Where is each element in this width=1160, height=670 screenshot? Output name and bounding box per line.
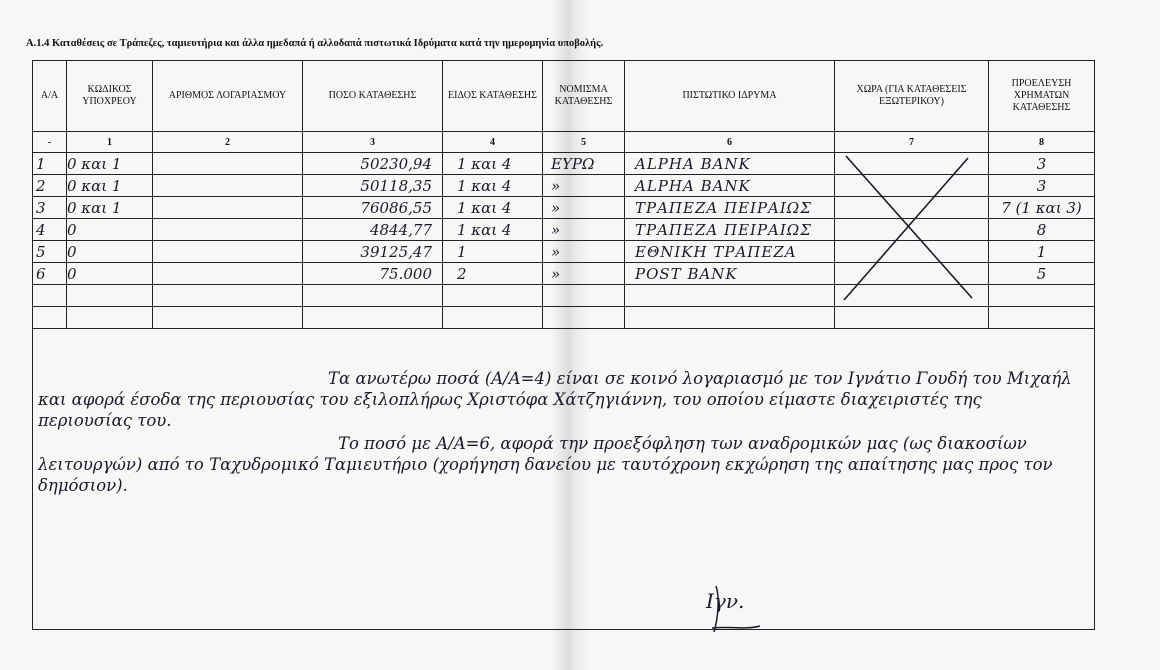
cell-currency: » [543, 197, 625, 219]
cell-currency: » [543, 175, 625, 197]
cell-source: 3 [989, 175, 1095, 197]
column-number: 5 [543, 132, 625, 153]
cell-amount: 50118,35 [303, 175, 443, 197]
cell-type: 2 [443, 263, 543, 285]
cell-amount: 39125,47 [303, 241, 443, 263]
cell-type: 1 και 4 [443, 153, 543, 175]
cell-bank: ΕΘΝΙΚΗ ΤΡΑΠΕΖΑ [625, 241, 835, 263]
cell-code: 0 και 1 [67, 175, 153, 197]
header-institution: ΠΙΣΤΩΤΙΚΟ ΙΔΡΥΜΑ [625, 61, 835, 132]
cell-account [153, 197, 303, 219]
cell-aa: 4 [33, 219, 67, 241]
column-number: 4 [443, 132, 543, 153]
cell-aa: 1 [33, 153, 67, 175]
header-aa: Α/Α [33, 61, 67, 132]
cell-currency: » [543, 241, 625, 263]
cell-amount: 76086,55 [303, 197, 443, 219]
header-source-of-funds: ΠΡΟΕΛΕΥΣΗ ΧΡΗΜΑΤΩΝ ΚΑΤΑΘΕΣΗΣ [989, 61, 1095, 132]
cell-code: 0 [67, 263, 153, 285]
cell-bank: ALPHA BANK [625, 175, 835, 197]
cell-bank: POST BANK [625, 263, 835, 285]
header-deposit-amount: ΠΟΣΟ ΚΑΤΑΘΕΣΗΣ [303, 61, 443, 132]
header-country: ΧΩΡΑ (ΓΙΑ ΚΑΤΑΘΕΣΕΙΣ ΕΞΩΤΕΡΙΚΟΥ) [835, 61, 989, 132]
cell-code: 0 και 1 [67, 197, 153, 219]
cell-currency: » [543, 263, 625, 285]
cell-type: 1 και 4 [443, 197, 543, 219]
column-number: 1 [67, 132, 153, 153]
cell-amount: 4844,77 [303, 219, 443, 241]
cell-account [153, 219, 303, 241]
handwritten-note [38, 368, 1078, 598]
cell-code: 0 και 1 [67, 153, 153, 175]
cell-source: 1 [989, 241, 1095, 263]
column-number: 8 [989, 132, 1095, 153]
form-title: A.1.4 Καταθέσεις σε Τράπεζες, ταμιευτήρια και άλλα ημεδαπά ή αλλοδαπά πιστωτικά Ιδρύματα κατά την ημερομηνία υποβολής. [26, 38, 604, 49]
cell-source: 8 [989, 219, 1095, 241]
cell-aa: 2 [33, 175, 67, 197]
column-number: 2 [153, 132, 303, 153]
signature-text: Ιγν. [706, 589, 745, 613]
header-account-number: ΑΡΙΘΜΟΣ ΛΟΓΑΡΙΑΣΜΟΥ [153, 61, 303, 132]
column-number: 3 [303, 132, 443, 153]
cell-aa: 5 [33, 241, 67, 263]
cell-type: 1 και 4 [443, 175, 543, 197]
cell-aa: 3 [33, 197, 67, 219]
country-column-cross-out [836, 148, 982, 308]
cell-account [153, 175, 303, 197]
cell-bank: ΤΡΑΠΕΖΑ ΠΕΙΡΑΙΩΣ [625, 219, 835, 241]
header-currency: ΝΟΜΙΣΜΑ ΚΑΤΑΘΕΣΗΣ [543, 61, 625, 132]
cell-currency: » [543, 219, 625, 241]
column-number: 7 [835, 132, 989, 153]
cell-source: 5 [989, 263, 1095, 285]
cell-aa: 6 [33, 263, 67, 285]
cell-type: 1 και 4 [443, 219, 543, 241]
cell-bank: ALPHA BANK [625, 153, 835, 175]
column-number: - [33, 132, 67, 153]
cell-type: 1 [443, 241, 543, 263]
signature [700, 578, 770, 638]
cell-bank: ΤΡΑΠΕΖΑ ΠΕΙΡΑΙΩΣ [625, 197, 835, 219]
header-row [33, 61, 1095, 132]
column-number: 6 [625, 132, 835, 153]
cell-account [153, 263, 303, 285]
cell-source: 7 (1 και 3) [989, 197, 1095, 219]
cell-account [153, 153, 303, 175]
cell-code: 0 [67, 219, 153, 241]
header-deposit-type: ΕΙΔΟΣ ΚΑΤΑΘΕΣΗΣ [443, 61, 543, 132]
cell-source: 3 [989, 153, 1095, 175]
empty-row [33, 307, 1095, 329]
cell-amount: 75.000 [303, 263, 443, 285]
cell-amount: 50230,94 [303, 153, 443, 175]
cell-currency: ΕΥΡΩ [543, 153, 625, 175]
cell-account [153, 241, 303, 263]
header-obligor-code: ΚΩΔΙΚΟΣ ΥΠΟΧΡΕΟΥ [67, 61, 153, 132]
note-paragraph: Τα ανωτέρω ποσά (Α/Α=4) είναι σε κοινό λογαριασμό με τον Ιγνάτιο Γουδή του Μιχαήλ και αφορά έσοδα της περιουσίας του εξιλοπλήρως Χριστόφα Χάτζηγιάννη, του οποίου είμαστε διαχειριστές της περιουσίας του. [38, 369, 1072, 430]
note-paragraph: Το ποσό με Α/Α=6, αφορά την προεξόφληση των αναδρομικών μας (ως διακοσίων λειτουργών) από το Ταχυδρομικό Ταμιευτήριο (χορήγηση δανείου με ταυτόχρονη εκχώρηση της απαίτησης μας προς τον δημόσιον). [38, 434, 1053, 495]
cell-code: 0 [67, 241, 153, 263]
